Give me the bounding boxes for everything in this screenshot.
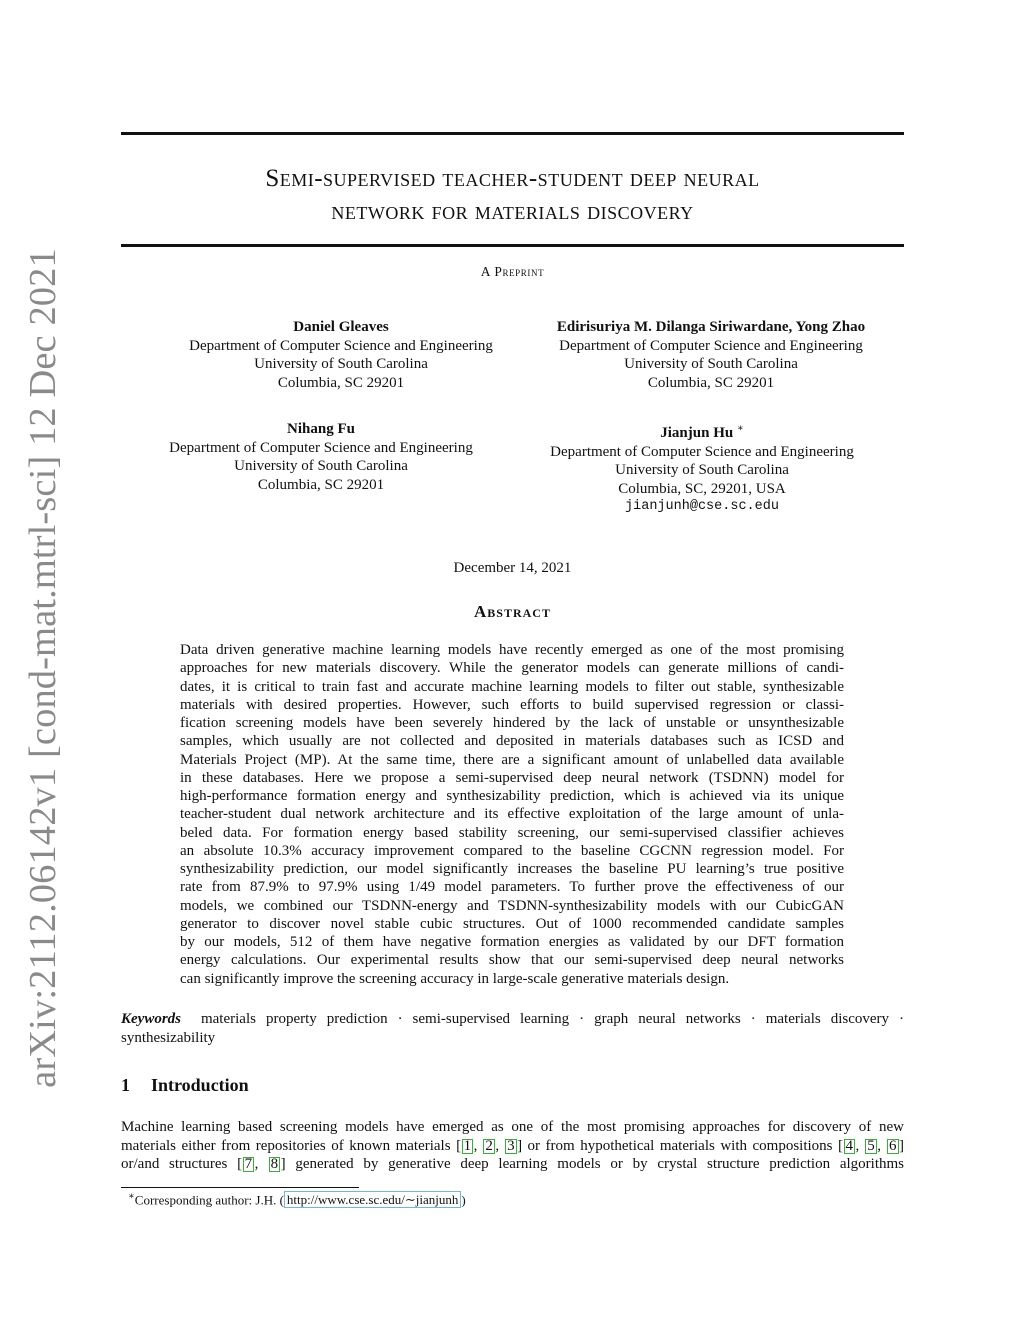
citation-link[interactable]: 3 bbox=[507, 1137, 515, 1154]
abstract-line: generator to discover novel stable cubic structures. Out of 1000 recommended candidate samples bbox=[180, 915, 844, 932]
publication-date: December 14, 2021 bbox=[453, 560, 572, 576]
abstract-line: materials with desired properties. However, such efforts to build supervised regression or classi- bbox=[180, 696, 844, 713]
abstract-line: rate from 87.9% to 97.9% using 1/49 model parameters. To further prove the effectiveness of our bbox=[180, 879, 844, 896]
footnote bbox=[128, 1191, 466, 1208]
keywords-line-2: synthesizability bbox=[121, 1029, 216, 1046]
intro-text: ] or from hypothetical materials with compositions [ bbox=[517, 1137, 843, 1154]
abstract-body bbox=[180, 641, 844, 988]
keywords-block bbox=[121, 1010, 904, 1047]
author-university: University of South Carolina bbox=[254, 356, 428, 372]
abstract-line: can significantly improve the screening accuracy in large-scale generative materials design. bbox=[180, 970, 730, 987]
keywords-label: Keywords bbox=[121, 1011, 181, 1027]
abstract-line: synthesizability prediction, our model significantly increases the baseline PU learning’s true positive bbox=[180, 861, 844, 877]
citation-link[interactable]: 4 bbox=[845, 1137, 853, 1154]
author-name: Nihang Fu bbox=[287, 421, 355, 437]
citation-link[interactable]: 1 bbox=[463, 1137, 472, 1154]
abstract-line: approaches for new materials discovery. While the generator models can generate millions of candi- bbox=[180, 660, 844, 677]
intro-text: ] generated by generative deep learning models or by crystal structure prediction algorithms bbox=[280, 1156, 904, 1172]
paper-title bbox=[121, 162, 904, 228]
abstract-line: beled data. For formation energy based stability screening, our semi-supervised classifier achieves bbox=[180, 824, 844, 841]
footnote-close: ) bbox=[461, 1192, 466, 1208]
citation-link[interactable]: 5 bbox=[867, 1137, 875, 1154]
title-line-1: Semi-supervised teacher-student deep neural bbox=[265, 165, 760, 192]
abstract-line: Data driven generative machine learning models have recently emerged as one of the most promising bbox=[180, 642, 844, 658]
author-name: Daniel Gleaves bbox=[293, 319, 389, 335]
abstract-line: in these databases. Here we propose a semi-supervised deep neural network (TSDNN) model for bbox=[180, 769, 844, 786]
abstract-line: Materials Project (MP). At the same time, there are a significant amount of unlabelled data available bbox=[180, 751, 844, 768]
homepage-link[interactable]: http://www.cse.sc.edu/∼jianjunh bbox=[284, 1191, 461, 1208]
preprint-label: A Preprint bbox=[480, 264, 545, 279]
footnote-text: Corresponding author: J.H. ( bbox=[134, 1192, 284, 1208]
author-name: Edirisuriya M. Dilanga Siriwardane, Yong Zhao bbox=[556, 319, 866, 335]
intro-line-3: or/and structures [ 7 , 8 ] generated by generative deep learning models or by crystal structure prediction algorithms bbox=[121, 1156, 904, 1172]
abstract-line: teacher-student dual network architecture and its effective exploitation of the large amount of unla- bbox=[180, 806, 844, 823]
abstract-line: fication screening models have been severely hindered by the lack of unstable or unsynthesizable bbox=[180, 715, 844, 731]
abstract-line: samples, which usually are not collected and deposited in materials databases such as ICSD and bbox=[180, 733, 844, 750]
section-heading-introduction bbox=[121, 1075, 249, 1096]
intro-line-2: materials either from repositories of known materials [ 1 , 2 , 3 ] or from hypothetical materials with compositions [ 4 , 5 , 6 ] bbox=[121, 1137, 904, 1154]
author-department: Department of Computer Science and Engineering bbox=[169, 439, 473, 456]
citation-link[interactable]: 2 bbox=[485, 1137, 493, 1154]
author-department: Department of Computer Science and Engineering bbox=[550, 443, 854, 460]
title-rule-bottom bbox=[121, 244, 904, 247]
citation-link[interactable]: 8 bbox=[270, 1156, 279, 1172]
author-department: Department of Computer Science and Engineering bbox=[189, 337, 493, 354]
abstract-line: energy calculations. Our experimental results show that our semi-supervised deep neural networks bbox=[180, 952, 844, 969]
footnote-marker: ∗ bbox=[736, 423, 744, 434]
author-university: University of South Carolina bbox=[615, 462, 789, 478]
author-location: Columbia, SC 29201 bbox=[647, 374, 775, 391]
citation-link[interactable]: 7 bbox=[244, 1156, 253, 1172]
author-department: Department of Computer Science and Engineering bbox=[559, 337, 863, 354]
author-block-1 bbox=[172, 318, 510, 392]
abstract-line: models, we combined our TSDNN-energy and TSDNN-synthesizability models with our CubicGAN bbox=[180, 897, 844, 914]
footnote-marker: ∗ bbox=[128, 1191, 135, 1202]
citation-link[interactable]: 6 bbox=[889, 1137, 897, 1154]
author-name-text: Jianjun Hu bbox=[660, 425, 734, 441]
title-line-2: network for materials discovery bbox=[331, 198, 694, 225]
intro-text: materials either from repositories of known materials [ bbox=[121, 1137, 462, 1154]
author-university: University of South Carolina bbox=[624, 356, 798, 372]
author-block-3 bbox=[152, 420, 490, 494]
intro-text: or/and structures [ bbox=[121, 1156, 243, 1172]
keywords-list: materials property prediction · semi-supervised learning · graph neural networks · materials discovery · bbox=[200, 1011, 904, 1027]
author-name bbox=[532, 420, 872, 443]
section-title: Introduction bbox=[151, 1075, 249, 1095]
abstract-line: by our models, 512 of them have negative formation energies as validated by our DFT formation bbox=[180, 934, 844, 950]
author-location: Columbia, SC 29201 bbox=[277, 374, 405, 391]
intro-line-1: Machine learning based screening models have emerged as one of the most promising approaches for discovery of new bbox=[121, 1119, 904, 1135]
author-university: University of South Carolina bbox=[234, 458, 408, 474]
section-number: 1 bbox=[121, 1075, 130, 1095]
author-location: Columbia, SC, 29201, USA bbox=[618, 480, 786, 497]
author-block-4 bbox=[532, 420, 872, 517]
introduction-paragraph bbox=[121, 1118, 904, 1174]
footnote-rule bbox=[121, 1187, 359, 1188]
author-block-2 bbox=[535, 318, 887, 392]
author-email[interactable]: jianjunh@cse.sc.edu bbox=[625, 499, 779, 514]
keywords-line-1 bbox=[121, 1010, 904, 1029]
title-rule-top bbox=[121, 132, 904, 135]
abstract-line: dates, it is critical to train fast and accurate machine learning models to filter out stable, synthesizable bbox=[180, 678, 844, 695]
abstract-heading: Abstract bbox=[474, 602, 551, 621]
abstract-line: an absolute 10.3% accuracy improvement compared to the baseline CGCNN regression model. For bbox=[180, 842, 844, 859]
abstract-line: high-performance formation energy and synthesizability prediction, which is achieved via its unique bbox=[180, 788, 844, 804]
author-location: Columbia, SC 29201 bbox=[257, 476, 385, 493]
arxiv-identifier-stamp: arXiv:2112.06142v1 [cond-mat.mtrl-sci] 12 Dec 2021 bbox=[22, 248, 64, 1088]
